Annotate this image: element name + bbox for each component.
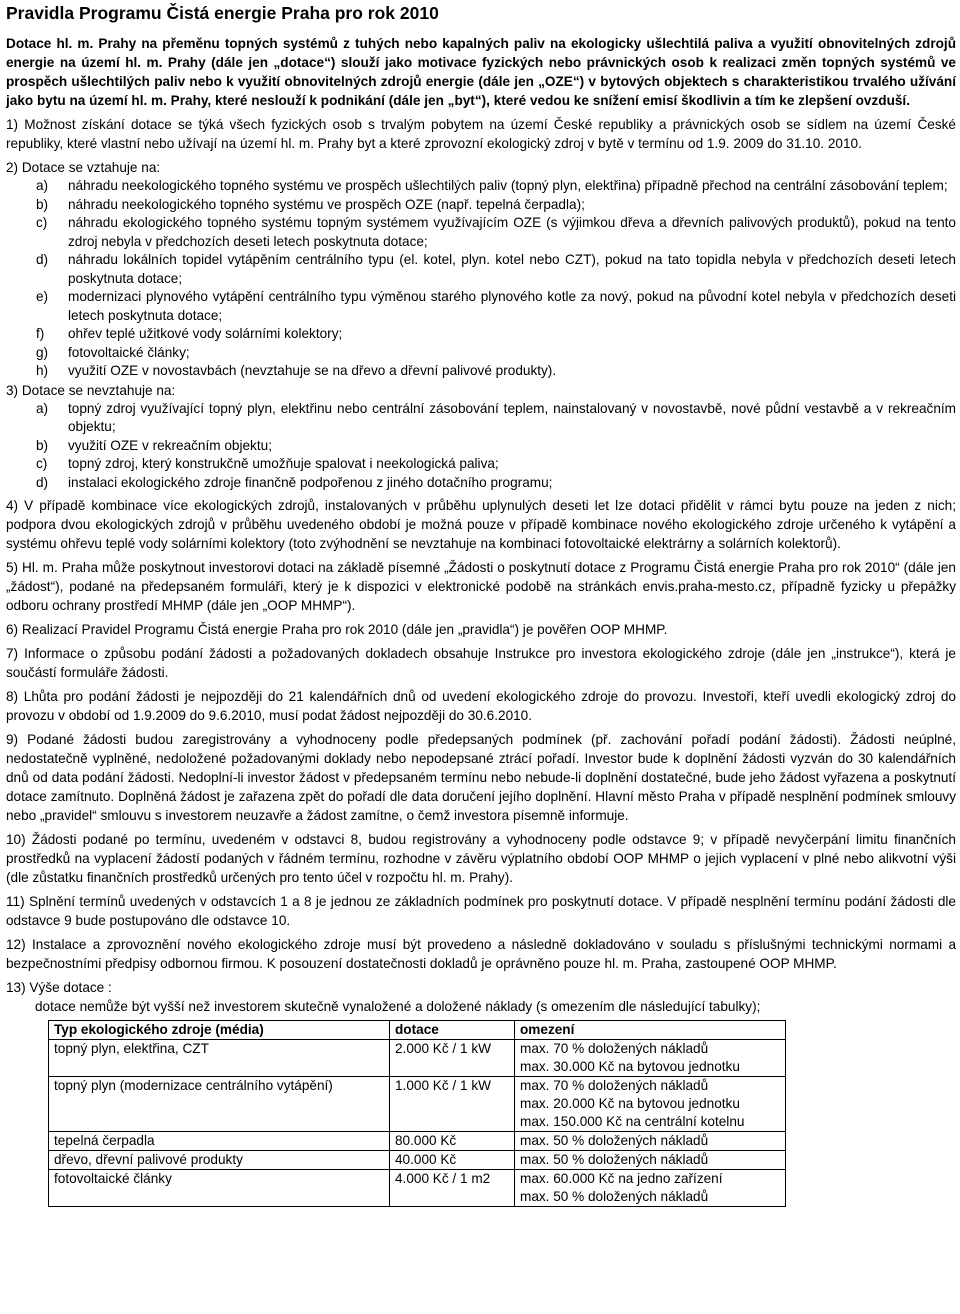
table-cell-limits	[515, 1040, 786, 1077]
section-5: 5) Hl. m. Praha může poskytnout investorovi dotaci na základě písemné „Žádosti o poskytnutí dotace z Programu Čistá energie Praha pro rok 2010“ (dále jen „žádost“), podané na předepsaném formuláři, který je k dispozici v elektronické podobě na stránkách envis.praha-mesto.cz, případně fyzicky u přepážky odboru ochrany prostředí MHMP (dále jen „OOP MHMP“).	[6, 560, 956, 613]
table-cell-limits	[515, 1151, 786, 1170]
section-2-heading: 2) Dotace se vztahuje na:	[6, 160, 161, 175]
table-row	[49, 1077, 786, 1132]
section-7: 7) Informace o způsobu podání žádosti a požadovaných dokladech obsahuje Instrukce pro investora ekologického zdroje (dále jen „instrukce“), která je součástí formuláře žádosti.	[6, 646, 956, 680]
limit-line: max. 60.000 Kč na jedno zařízení	[520, 1171, 723, 1186]
list-item: h) využití OZE v novostavbách (nevztahuje se na dřevo a dřevní palivové produkty).	[36, 363, 557, 378]
column-header: Typ ekologického zdroje (média)	[49, 1021, 390, 1040]
table-cell-dotace: 80.000 Kč	[390, 1132, 515, 1151]
section-1: 1) Možnost získání dotace se týká všech fyzických osob s trvalým pobytem na území České republiky a právnických osob se sídlem na území České republiky, které vlastní nebo užívají na území hl. m. Prahy byt a které zprovozní ekologický zdroj v bytě v termínu od 1.9. 2009 do 31.10. 2010.	[6, 117, 956, 151]
limit-line: max. 50 % doložených nákladů	[520, 1133, 709, 1148]
section-10: 10) Žádosti podané po termínu, uvedeném v odstavci 8, budou registrovány a vyhodnoceny podle odstavce 9; v případě nevyčerpání limitu finančních prostředků na vyplacení žádostí podaných v řádném termínu, rozhodne v závěru výplatního období OOP MHMP o jejich vyplacení v plné nebo alikvotní výši (dle zůstatku finančních prostředků určených pro tento účel v rozpočtu hl. m. Prahy).	[6, 832, 956, 885]
table-cell-limits	[515, 1077, 786, 1132]
section-13-text: dotace nemůže být vyšší než investorem skutečně vynaložené a doložené náklady (s omezením dle následující tabulky);	[35, 999, 761, 1014]
list-item: d) instalaci ekologického zdroje finančně podpořenou z jiného dotačního programu;	[36, 474, 553, 490]
limit-line: max. 50 % doložených nákladů	[520, 1189, 709, 1204]
list-item: g) fotovoltaické články;	[36, 344, 190, 360]
section-3-list	[6, 400, 956, 493]
section-6: 6) Realizací Pravidel Programu Čistá energie Praha pro rok 2010 (dále jen „pravidla“) je pověřen OOP MHMP.	[6, 622, 668, 637]
limit-line: max. 70 % doložených nákladů	[520, 1078, 709, 1093]
column-header: omezení	[515, 1021, 786, 1040]
list-item: f) ohřev teplé užitkové vody solárními kolektory;	[36, 326, 343, 341]
list-item: c) náhradu ekologického topného systému topným systémem využívajícím OZE (s výjimkou dřeva a dřevních palivových produktů), pokud na tento zdroj nebyla v předchozích deseti letech poskytnuta dotace;	[36, 215, 956, 249]
table-cell-type: fotovoltaické články	[49, 1170, 390, 1207]
table-row	[49, 1040, 786, 1077]
table-cell-dotace: 40.000 Kč	[390, 1151, 515, 1170]
section-8: 8) Lhůta pro podání žádosti je nejpozději do 21 kalendářních dnů od uvedení ekologického zdroje do provozu. Investoři, kteří uvedli ekologický zdroj do provozu v období od 1.9.2009 do 9.6.2010, musí podat žádost nejpozději do 30.6.2010.	[6, 689, 956, 723]
section-2-list	[6, 177, 956, 381]
table-cell-dotace: 4.000 Kč / 1 m2	[390, 1170, 515, 1207]
table-cell-dotace: 1.000 Kč / 1 kW	[390, 1077, 515, 1132]
section-4: 4) V případě kombinace více ekologických zdrojů, instalovaných v průběhu uplynulých deseti let lze dotaci přidělit v rámci bytu pouze na jeden z nich; podpora dvou ekologických zdrojů v průběhu uvedeného období je možná pouze v případě kombinace nového ekologického zdroje určeného k vytápění a systému ohřevu teplé vody solárními kolektory (toto zvýhodnění se nevztahuje na kombinaci fotovoltaické elektrárny a solárních kolektorů).	[6, 498, 956, 551]
document-page	[6, 2, 956, 1207]
section-3-heading: 3) Dotace se nevztahuje na:	[6, 382, 176, 398]
document-title: Pravidla Programu Čistá energie Praha pro rok 2010	[6, 3, 439, 23]
section-13-heading: 13) Výše dotace :	[6, 980, 112, 995]
list-item: a) topný zdroj využívající topný plyn, elektřinu nebo centrální zásobování teplem, nainstalovaný v novostavbě, nové půdní vestavbě a v rekreačním objektu;	[36, 400, 956, 434]
list-item: c) topný zdroj, který konstrukčně umožňuje spalovat i neekologická paliva;	[36, 456, 499, 471]
limit-line: max. 20.000 Kč na bytovou jednotku	[520, 1096, 740, 1111]
column-header: dotace	[390, 1021, 515, 1040]
table-cell-type: topný plyn, elektřina, CZT	[49, 1040, 390, 1077]
section-12: 12) Instalace a zprovoznění nového ekologického zdroje musí být provedeno a následně dokladováno v souladu s příslušnými technickými normami a bezpečnostními předpisy odbornou firmou. K posouzení dostatečnosti dokladů je oprávněno pouze hl. m. Praha, zastoupené OOP MHMP.	[6, 937, 956, 971]
table-cell-type: topný plyn (modernizace centrálního vytápění)	[49, 1077, 390, 1132]
table-cell-dotace: 2.000 Kč / 1 kW	[390, 1040, 515, 1077]
table-row	[49, 1132, 786, 1151]
list-item: a) náhradu neekologického topného systému ve prospěch ušlechtilých paliv (topný plyn, elektřina) případně přechod na centrální zásobování teplem;	[36, 178, 948, 193]
table-cell-limits	[515, 1170, 786, 1207]
section-9: 9) Podané žádosti budou zaregistrovány a vyhodnoceny podle předepsaných podmínek (př. zachování pořadí podání žádosti). Žádosti neúplné, nedostatečně vyplněné, nedoložené požadovanými doklady nebo nepodepsané ztrácí pořadí. Investor bude k doplnění žádosti vyzván do 30 kalendářních dnů od data podání žádosti. Nedoplní-li investor žádost v předepsaném termínu nebo nebude-li doplnění dostatečné, bude jeho žádost vyřazena a poskytnutí dotace zamítnuto. Doplněná žádost je zařazena zpět do pořadí dle data doručení jejího doplnění. Hlavní město Praha v případě nesplnění podmínek smlouvy nebo „pravidel“ smlouvu s investorem neuzavře a žádost zamítne, o čemž investora písemně informuje.	[6, 732, 956, 823]
table-cell-limits	[515, 1132, 786, 1151]
subsidy-table	[48, 1020, 786, 1207]
limit-line: max. 150.000 Kč na centrální kotelnu	[520, 1114, 745, 1129]
list-item: b) náhradu neekologického topného systému ve prospěch OZE (např. tepelná čerpadla);	[36, 196, 585, 212]
intro-paragraph: Dotace hl. m. Prahy na přeměnu topných systémů z tuhých nebo kapalných paliv na ekologicky ušlechtilá paliva a využití obnovitelných zdrojů energie na území hl. m. Prahy (dále jen „dotace“) slouží jako motivace fyzických nebo právnických osob k realizaci změn topných systémů ve prospěch ušlechtilých paliv nebo k využití obnovitelných zdrojů energie (dále jen „OZE“) v bytových objektech s charakteristikou trvalého užívání jako bytu na území hl. m. Prahy, které neslouží k podnikání (dále jen „byt“), které vedou ke snížení emisí škodlivin a tím ke zlepšení ovzduší.	[6, 36, 956, 108]
table-cell-type: dřevo, dřevní palivové produkty	[49, 1151, 390, 1170]
limit-line: max. 30.000 Kč na bytovou jednotku	[520, 1059, 740, 1074]
table-row	[49, 1170, 786, 1207]
limit-line: max. 70 % doložených nákladů	[520, 1041, 709, 1056]
table-header-row	[49, 1021, 786, 1040]
table-row	[49, 1151, 786, 1170]
table-cell-type: tepelná čerpadla	[49, 1132, 390, 1151]
limit-line: max. 50 % doložených nákladů	[520, 1152, 709, 1167]
list-item: b) využití OZE v rekreačním objektu;	[36, 437, 272, 453]
list-item: d) náhradu lokálních topidel vytápěním centrálního typu (el. kotel, plyn. kotel nebo CZT), pokud na tato topidla nebyla v předchozích deseti letech poskytnuta dotace;	[36, 252, 956, 286]
section-11: 11) Splnění termínů uvedených v odstavcích 1 a 8 je jednou ze základních podmínek pro poskytnutí dotace. V případě nesplnění termínu podání žádosti dle odstavce 9 bude postupováno dle odstavce 10.	[6, 894, 956, 928]
list-item: e) modernizaci plynového vytápění centrálního typu výměnou starého plynového kotle za nový, pokud na původní kotel nebyla v předchozích deseti letech poskytnuta dotace;	[36, 289, 956, 323]
